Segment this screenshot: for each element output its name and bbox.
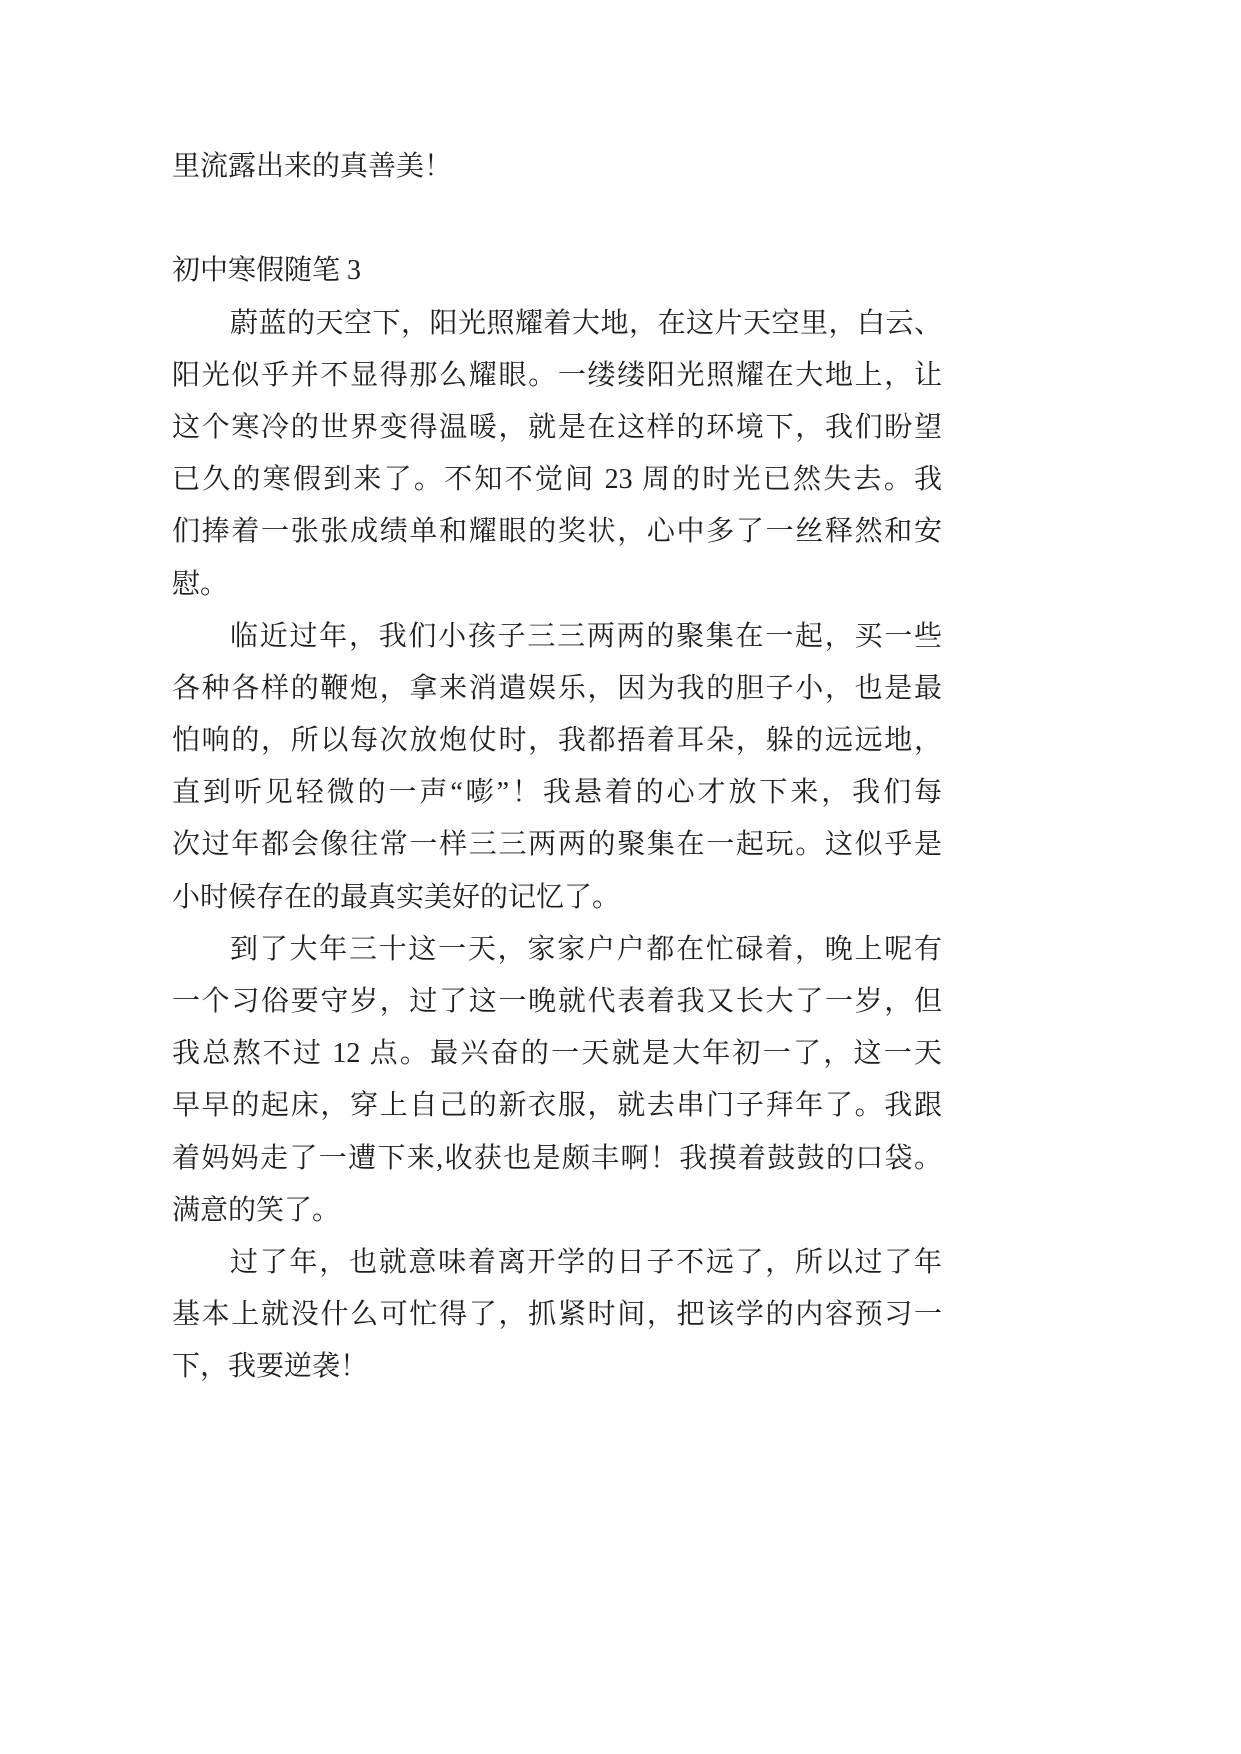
text-line: 怕响的，所以每次放炮仗时，我都捂着耳朵，躲的远远地， [172,725,942,757]
text-line: 蔚蓝的天空下，阳光照耀着大地，在这片天空里，白云、 [230,307,942,339]
paragraph-4 [172,1237,942,1394]
paragraph-2 [172,611,942,924]
text-line: 已久的寒假到来了。不知不觉间 23 周的时光已然失去。我 [172,464,942,496]
blank-line [172,193,942,245]
text-line: 满意的笑了。 [172,1194,341,1226]
text-line: 直到听见轻微的一声“嘭”！我悬着的心才放下来，我们每 [172,777,942,809]
text-line: 下，我要逆袭！ [172,1351,369,1383]
text-line: 早早的起床，穿上自己的新衣服，就去串门子拜年了。我跟 [172,1090,942,1122]
text-line: 各种各样的鞭炮，拿来消遣娱乐，因为我的胆子小，也是最 [172,672,942,704]
text-line: 小时候存在的最真实美好的记忆了。 [172,881,621,913]
text-line: 慰。 [172,568,229,600]
document-body [172,141,942,1394]
text-line: 一个习俗要守岁，过了这一晚就代表着我又长大了一岁，但 [172,986,942,1017]
text-line: 阳光似乎并不显得那么耀眼。一缕缕阳光照耀在大地上，让 [172,359,942,391]
essay-title: 初中寒假随笔 3 [172,255,362,287]
text-line: 到了大年三十这一天，家家户户都在忙碌着，晚上呢有 [230,933,942,965]
text-line: 这个寒冷的世界变得温暖，就是在这样的环境下，我们盼望 [172,411,942,443]
continued-text-line: 里流露出来的真善美！ [172,151,453,182]
text-line: 们捧着一张张成绩单和耀眼的奖状，心中多了一丝释然和安 [172,516,942,548]
text-line: 我总熬不过 12 点。最兴奋的一天就是大年初一了，这一天 [172,1038,942,1070]
text-line: 临近过年，我们小孩子三三两两的聚集在一起，买一些 [230,620,942,652]
text-line: 过了年，也就意味着离开学的日子不远了，所以过了年 [230,1246,942,1278]
text-line: 基本上就没什么可忙得了，抓紧时间，把该学的内容预习一 [172,1299,942,1331]
text-line: 着妈妈走了一遭下来,收获也是颇丰啊！我摸着鼓鼓的口袋。 [172,1142,942,1174]
paragraph-3 [172,924,942,1237]
paragraph-1 [172,298,942,611]
text-line: 次过年都会像往常一样三三两两的聚集在一起玩。这似乎是 [172,829,942,861]
